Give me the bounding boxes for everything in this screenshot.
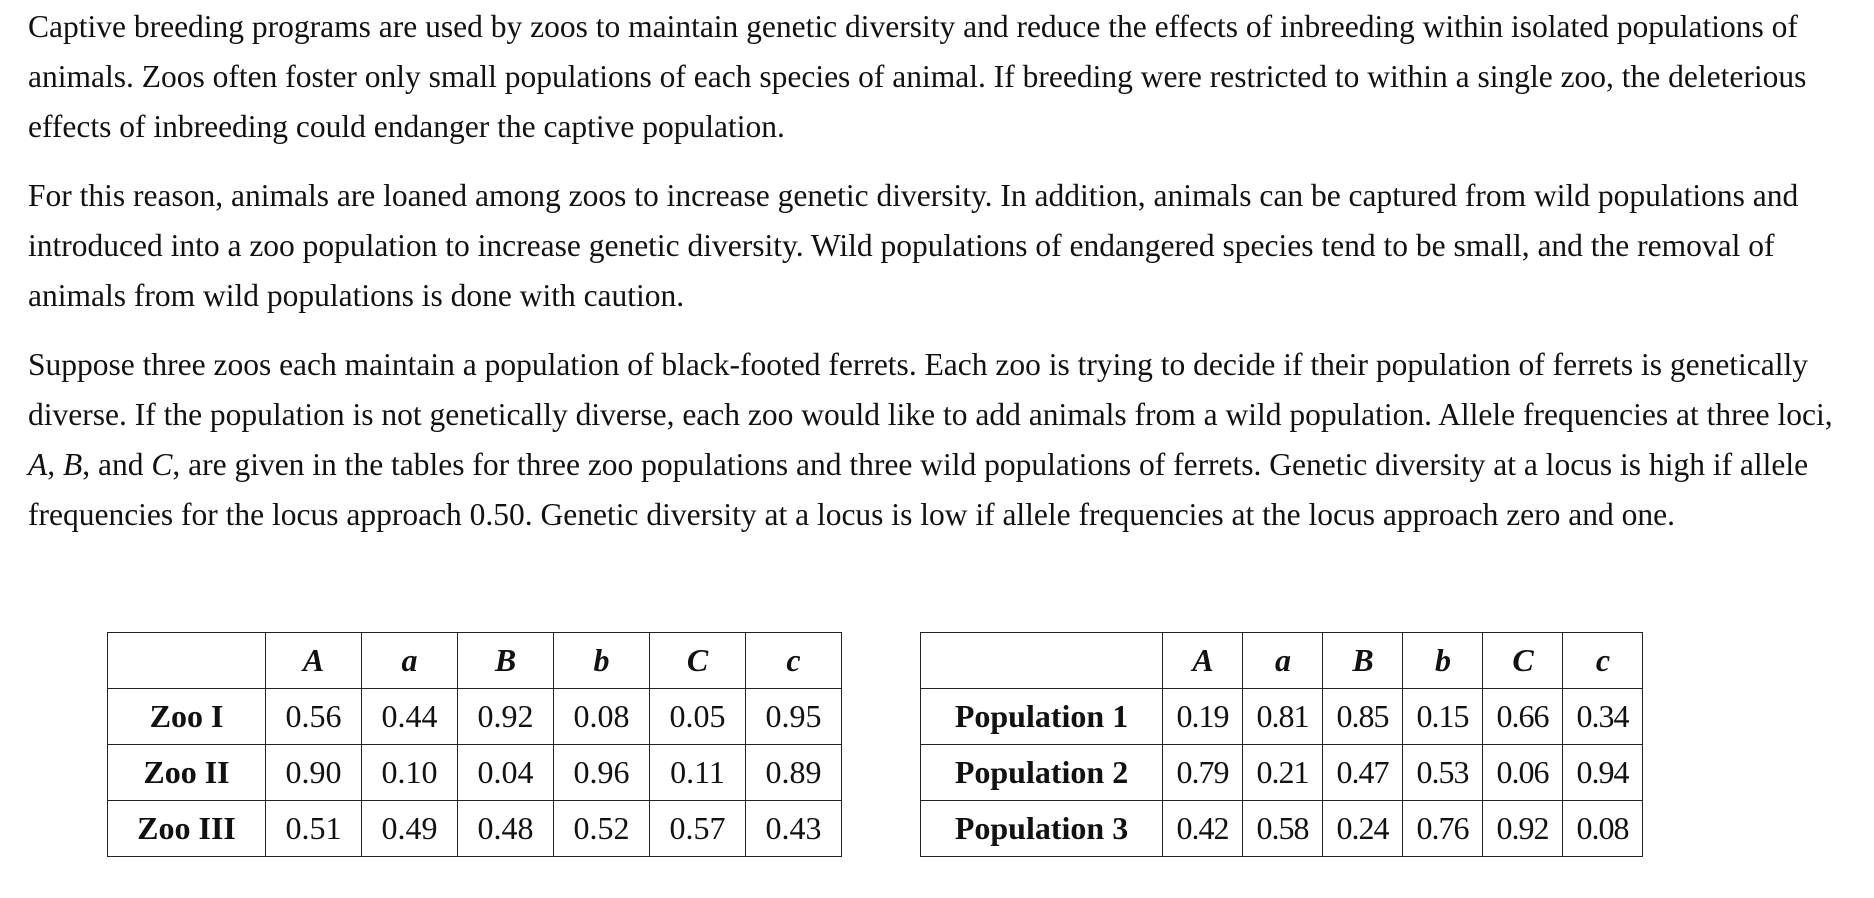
locus-label: A [28, 447, 48, 482]
locus-label: B [63, 447, 83, 482]
table-header-row [108, 633, 842, 689]
zoo-allele-table [107, 632, 842, 857]
table-cell: 0.66 [1483, 689, 1563, 745]
passage [28, 2, 1864, 559]
table-row [921, 689, 1643, 745]
table-corner [108, 633, 266, 689]
table-cell: 0.92 [1483, 801, 1563, 857]
table-cell: 0.08 [554, 689, 650, 745]
column-header: b [554, 633, 650, 689]
table-cell: 0.15 [1403, 689, 1483, 745]
table-cell: 0.47 [1323, 745, 1403, 801]
table-cell: 0.08 [1563, 801, 1643, 857]
table-cell: 0.06 [1483, 745, 1563, 801]
row-header: Population 1 [921, 689, 1163, 745]
table-cell: 0.21 [1243, 745, 1323, 801]
column-header: c [1563, 633, 1643, 689]
row-header: Population 3 [921, 801, 1163, 857]
table-cell: 0.11 [650, 745, 746, 801]
locus-label: C [151, 447, 173, 482]
row-header: Zoo II [108, 745, 266, 801]
column-header: b [1403, 633, 1483, 689]
table-cell: 0.90 [266, 745, 362, 801]
table-cell: 0.58 [1243, 801, 1323, 857]
table-corner [921, 633, 1163, 689]
paragraph-text: , [47, 447, 63, 482]
paragraph-ferret-scenario [28, 340, 1864, 540]
column-header: B [458, 633, 554, 689]
table-cell: 0.04 [458, 745, 554, 801]
table-cell: 0.53 [1403, 745, 1483, 801]
row-header: Zoo I [108, 689, 266, 745]
column-header: A [1163, 633, 1243, 689]
table-cell: 0.96 [554, 745, 650, 801]
table-cell: 0.89 [746, 745, 842, 801]
column-header: C [1483, 633, 1563, 689]
table-cell: 0.19 [1163, 689, 1243, 745]
table-cell: 0.85 [1323, 689, 1403, 745]
table-cell: 0.92 [458, 689, 554, 745]
table-cell: 0.76 [1403, 801, 1483, 857]
table-cell: 0.81 [1243, 689, 1323, 745]
table-cell: 0.43 [746, 801, 842, 857]
table-cell: 0.95 [746, 689, 842, 745]
paragraph-text: , and [82, 447, 152, 482]
paragraph-loaned-animals: For this reason, animals are loaned among zoos to increase genetic diversity. In addition, animals can be captured from wild populations and introduced into a zoo population to increase genetic diversity. Wild populations of endangered species tend to be small, and the removal of animals from wild populations is done with caution. [28, 178, 1799, 313]
table-cell: 0.05 [650, 689, 746, 745]
table-cell: 0.56 [266, 689, 362, 745]
row-header: Zoo III [108, 801, 266, 857]
wild-population-allele-table [920, 632, 1643, 857]
table-cell: 0.52 [554, 801, 650, 857]
table-cell: 0.34 [1563, 689, 1643, 745]
paragraph-captive-breeding: Captive breeding programs are used by zoos to maintain genetic diversity and reduce the effects of inbreeding within isolated populations of animals. Zoos often foster only small populations of each species of animal. If breeding were restricted to within a single zoo, the deleterious effects of inbreeding could endanger the captive population. [28, 9, 1807, 144]
table-row [921, 745, 1643, 801]
table-row [108, 801, 842, 857]
column-header: c [746, 633, 842, 689]
column-header: a [362, 633, 458, 689]
table-cell: 0.49 [362, 801, 458, 857]
column-header: A [266, 633, 362, 689]
column-header: C [650, 633, 746, 689]
table-cell: 0.42 [1163, 801, 1243, 857]
table-cell: 0.79 [1163, 745, 1243, 801]
column-header: B [1323, 633, 1403, 689]
column-header: a [1243, 633, 1323, 689]
table-cell: 0.24 [1323, 801, 1403, 857]
row-header: Population 2 [921, 745, 1163, 801]
table-header-row [921, 633, 1643, 689]
table-cell: 0.48 [458, 801, 554, 857]
table-cell: 0.51 [266, 801, 362, 857]
table-row [108, 689, 842, 745]
table-cell: 0.10 [362, 745, 458, 801]
table-cell: 0.44 [362, 689, 458, 745]
table-cell: 0.94 [1563, 745, 1643, 801]
table-row [921, 801, 1643, 857]
paragraph-text: Suppose three zoos each maintain a population of black-footed ferrets. Each zoo is trying to decide if their population of ferrets is genetically diverse. If the population is not genetically diverse, each zoo would like to add animals from a wild population. Allele frequencies at three loci, [28, 347, 1833, 432]
table-row [108, 745, 842, 801]
paragraph-text: , are given in the tables for three zoo populations and three wild populations of ferrets. Genetic diversity at a locus is high if allele frequencies for the locus approach 0.50. Genetic diversity at a locus is low if allele frequencies at the locus approach zero and one. [28, 447, 1809, 532]
table-cell: 0.57 [650, 801, 746, 857]
